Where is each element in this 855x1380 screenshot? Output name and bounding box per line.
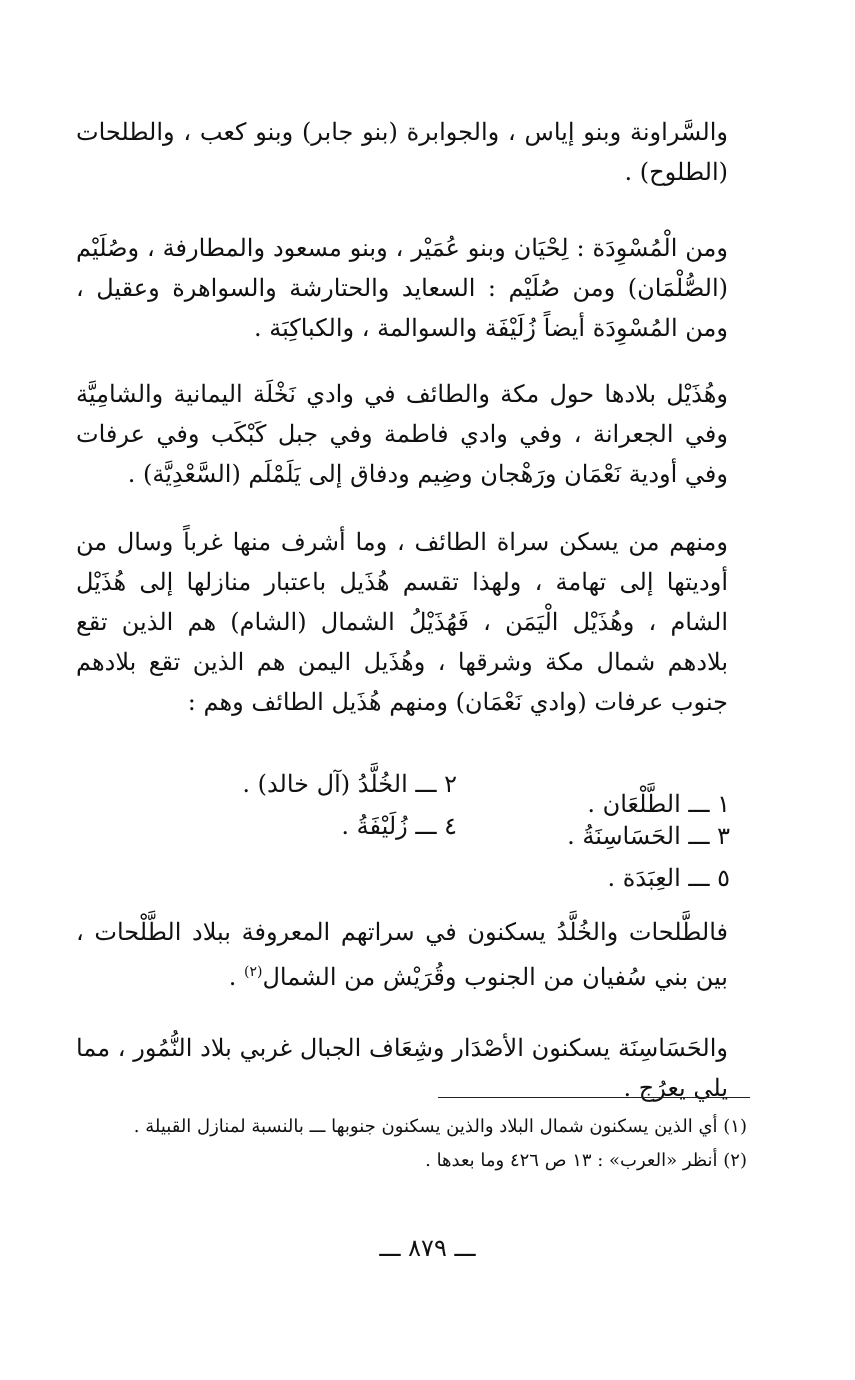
paragraph-6: والحَسَاسِنَة يسكنون الأصْدَار وشِعَاف الجبال غربي بلاد النُّمُور ، مما يلي يعرُج . (76, 1034, 728, 1102)
list-item-2: ٢ ـــ الخُلَّدُ (آل خالد) . (242, 770, 457, 798)
footnote-reference: (٢) (244, 964, 263, 980)
list-item-3: ٣ ـــ الحَسَاسِنَةُ . (567, 822, 730, 850)
paragraph-1: والسَّراونة وبنو إياس ، والجوابرة (بنو جابر) وبنو كعب ، والطلحات (الطلوح) . (76, 118, 728, 186)
list-item-1: ١ ـــ الطَّلْعَان . (587, 790, 730, 818)
list-item-4: ٤ ـــ زُلَيْفَةُ . (341, 812, 457, 840)
page-number: ـــ ٨٧٩ ـــ (379, 1234, 476, 1262)
footnote-1: (١) أي الذين يسكنون شمال البلاد والذين يسكنون جنوبها ـــ بالنسبة لمنازل القبيلة . (133, 1116, 747, 1137)
footnote-separator (438, 1097, 750, 1098)
paragraph-3: وهُذَيْل بلادها حول مكة والطائف في وادي نَخْلَة اليمانية والشامِيَّة وفي الجعرانة ، وفي وادي فاطمة وفي جبل كَبْكَب وفي عرفات وفي أودية نَعْمَان ورَهْجان وضِيم ودفاق إلى يَلَمْلَم (السَّعْدِيَّة) . (76, 380, 728, 488)
paragraph-5: فالطَّلحات والخُلَّدُ يسكنون في سراتهم المعروفة ببلاد الطَّلْحات ، بين بني سُفيان من الجنوب وقُرَيْش من الشمال$^{(٢)}$ . (76, 918, 728, 991)
paragraph-4: ومنهم من يسكن سراة الطائف ، وما أشرف منها غرباً وسال من أوديتها إلى تهامة ، ولهذا تقسم هُذَيل باعتبار منازلها إلى هُذَيْل الشام ، وهُذَيْل الْيَمَن ، فَهُذَيْلُ الشمال (الشام) هم الذين تقع بلادهم شمال مكة وشرقها ، وهُذَيل اليمن هم الذين تقع بلادهم جنوب عرفات (وادي نَعْمَان) ومنهم هُذَيل الطائف وهم : (76, 528, 729, 716)
footnote-2: (٢) أنظر «العرب» : ١٣ ص ٤٢٦ وما بعدها . (425, 1150, 747, 1171)
paragraph-2: ومن الْمُسْوِدَة : لِحْيَان وبنو عُمَيْر ، وبنو مسعود والمطارفة ، وصُلَيْم (الصُّلْمَان) ومن صُلَيْم : السعايد والحتارشة والسواهرة وعقيل ، ومن المُسْوِدَة أيضاً زُلَيْفَة والسوالمة ، والكباكِبَة . (76, 234, 728, 342)
paragraph-5-text: فالطَّلحات والخُلَّدُ يسكنون في سراتهم المعروفة ببلاد الطَّلْحات ، بين بني سُفيان من الجنوب وقُرَيْش من الشمال (76, 918, 728, 991)
list-item-5: ٥ ـــ العِبَدَة . (607, 864, 730, 892)
